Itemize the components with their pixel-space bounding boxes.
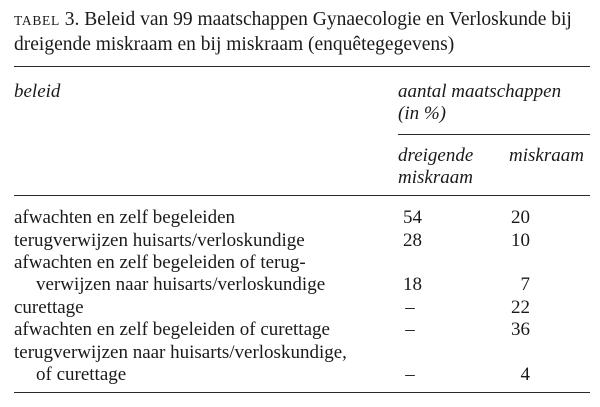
row-2-dreigende: 28: [403, 230, 422, 251]
row-6-label-line-1: terugverwijzen naar huisarts/verloskundige,: [14, 342, 347, 363]
row-6-label-line-2: of curettage: [36, 364, 127, 385]
group-rule: [398, 134, 590, 135]
top-rule: [14, 66, 590, 67]
row-6-dreigende: –: [405, 364, 415, 385]
row-1-dreigende: 54: [403, 207, 422, 228]
row-4-miskraam: 22: [511, 297, 530, 318]
header-beleid: beleid: [14, 81, 61, 102]
row-3-miskraam: 7: [520, 274, 530, 295]
row-5-label: afwachten en zelf begeleiden of curettage: [14, 319, 330, 340]
header-group-line-1: aantal maatschappen: [398, 81, 562, 102]
header-col2: miskraam: [509, 145, 584, 166]
row-2-miskraam: 10: [511, 230, 530, 251]
row-1-miskraam: 20: [511, 207, 530, 228]
header-group-line-2: (in %): [398, 103, 447, 124]
caption-label: TABEL: [14, 13, 60, 28]
header-col1-line-1: dreigende: [398, 145, 474, 166]
row-2-label: terugverwijzen huisarts/verloskundige: [14, 230, 305, 251]
bottom-rule: [14, 392, 590, 393]
header-col1-line-2: miskraam: [398, 167, 473, 188]
caption-line-1: Beleid van 99 maatschappen Gynaecologie en Verloskunde bij: [79, 9, 572, 30]
row-3-dreigende: 18: [403, 274, 422, 295]
row-5-miskraam: 36: [511, 319, 530, 340]
caption-number: 3.: [64, 9, 80, 30]
row-1-label: afwachten en zelf begeleiden: [14, 207, 236, 228]
row-6-miskraam: 4: [520, 364, 530, 385]
row-4-dreigende: –: [405, 297, 415, 318]
row-3-label-line-2: verwijzen naar huisarts/verloskundige: [36, 274, 326, 295]
caption-line-2: dreigende miskraam en bij miskraam (enquêtegegevens): [14, 34, 455, 55]
header-rule: [14, 195, 590, 196]
row-3-label-line-1: afwachten en zelf begeleiden of terug-: [14, 252, 306, 273]
row-5-dreigende: –: [405, 319, 415, 340]
table-caption: [14, 8, 594, 57]
row-4-label: curettage: [14, 297, 84, 318]
